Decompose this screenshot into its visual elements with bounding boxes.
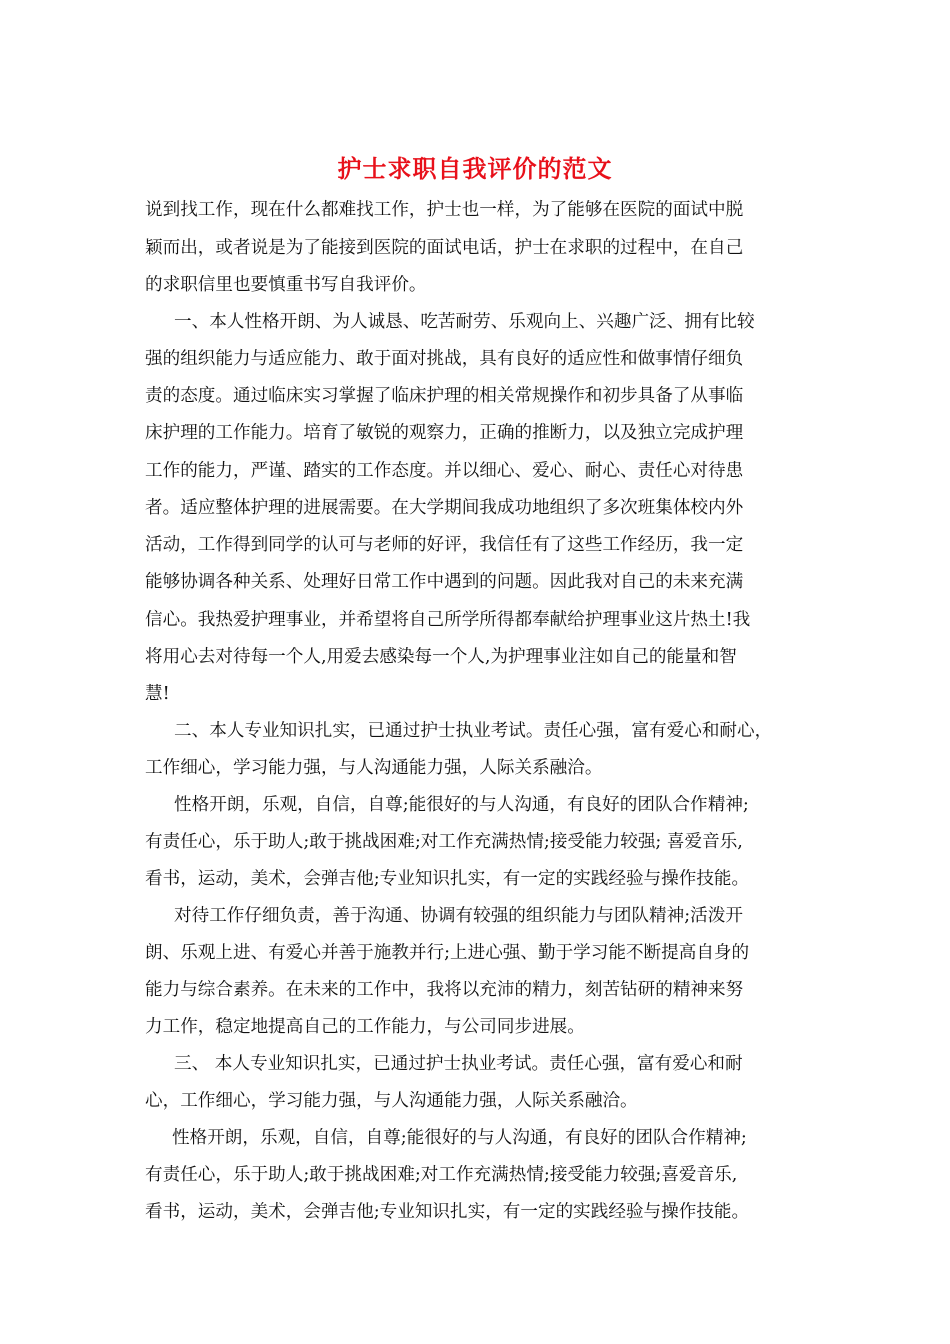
paragraph-line: 强的组织能力与适应能力、敢于面对挑战，具有良好的适应性和做事情仔细负 [145,349,744,369]
paragraph-line: 工作细心，学习能力强，与人沟通能力强，人际关系融洽。 [145,758,603,778]
paragraph-line: 工作的能力，严谨、踏实的工作态度。并以细心、爱心、耐心、责任心对待患 [145,461,744,481]
paragraph-line: 三、 本人专业知识扎实，已通过护士执业考试。责任心强，富有爱心和耐 [174,1054,743,1074]
paragraph-line: 将用心去对待每一个人,用爱去感染每一个人,为护理事业注如自己的能量和智 [145,647,737,667]
paragraph-line: 一、本人性格开朗、为人诚恳、吃苦耐劳、乐观向上、兴趣广泛、拥有比较 [174,312,755,332]
paragraph-line: 有责任心，乐于助人;敢于挑战困难;对工作充满热情;接受能力较强;喜爱音乐, [145,1165,738,1185]
paragraph-line: 说到找工作，现在什么都难找工作，护士也一样，为了能够在医院的面试中脱 [145,200,744,220]
paragraph-line: 朗、乐观上进、有爱心并善于施教并行;上进心强、勤于学习能不断提高自身的 [145,943,750,963]
paragraph-line: 看书，运动，美术，会弹吉他;专业知识扎实，有一定的实践经验与操作技能。 [145,869,750,889]
paragraph-line: 二、本人专业知识扎实，已通过护士执业考试。责任心强，富有爱心和耐心， [174,721,773,741]
paragraph-line: 心，工作细心，学习能力强，与人沟通能力强，人际关系融洽。 [145,1091,638,1111]
paragraph-line: 者。适应整体护理的进展需要。在大学期间我成功地组织了多次班集体校内外 [145,498,744,518]
paragraph-line: 性格开朗，乐观，自信，自尊;能很好的与人沟通，有良好的团队合作精神; [174,795,749,815]
paragraph-line: 力工作，稳定地提高自己的工作能力，与公司同步进展。 [145,1017,585,1037]
paragraph-line: 能力与综合素养。在未来的工作中，我将以充沛的精力，刻苦钻研的精神来努 [145,980,744,1000]
paragraph-line: 信心。我热爱护理事业，并希望将自己所学所得都奉献给护理事业这片热土!我 [145,610,751,630]
paragraph-line: 颖而出，或者说是为了能接到医院的面试电话，护士在求职的过程中，在自己 [145,238,744,258]
paragraph-line: 慧! [145,684,170,704]
paragraph-line: 性格开朗，乐观，自信，自尊;能很好的与人沟通，有良好的团队合作精神; [172,1128,747,1148]
paragraph-line: 床护理的工作能力。培育了敏锐的观察力，正确的推断力，以及独立完成护理 [145,423,744,443]
paragraph-line: 有责任心，乐于助人;敢于挑战困难;对工作充满热情;接受能力较强; 喜爱音乐, [145,832,743,852]
paragraph-line: 对待工作仔细负责，善于沟通、协调有较强的组织能力与团队精神;活泼开 [174,906,743,926]
document-title: 护士求职自我评价的范文 [337,154,613,183]
paragraph-line: 看书，运动，美术，会弹吉他;专业知识扎实，有一定的实践经验与操作技能。 [145,1202,750,1222]
paragraph-line: 责的态度。通过临床实习掌握了临床护理的相关常规操作和初步具备了从事临 [145,386,744,406]
paragraph-line: 的求职信里也要慎重书写自我评价。 [145,275,427,295]
paragraph-line: 能够协调各种关系、处理好日常工作中遇到的问题。因此我对自己的未来充满 [145,572,744,592]
paragraph-line: 活动，工作得到同学的认可与老师的好评，我信任有了这些工作经历，我一定 [145,535,744,555]
